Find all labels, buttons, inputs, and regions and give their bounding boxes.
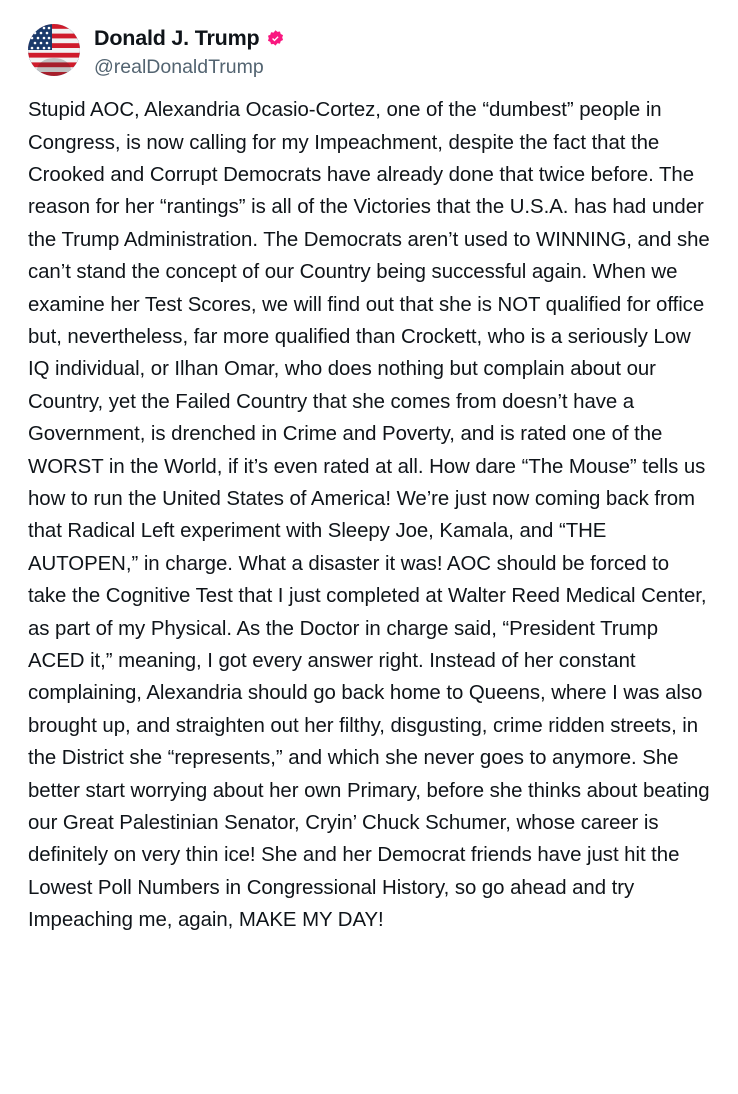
author-handle[interactable]: @realDonaldTrump <box>94 55 264 78</box>
author-names <box>94 24 285 80</box>
display-name-row <box>94 26 285 52</box>
post-text: Stupid AOC, Alexandria Ocasio-Cortez, one of the “dumbest” people in Congress, is now calling for my Impeachment, despite the fact that the Crooked and Corrupt Democrats have already done that twice before. The reason for her “rantings” is all of the Victories that the U.S.A. has had under the Trump Administration. The Democrats aren’t used to WINNING, and she can’t stand the concept of our Country being successful again. When we examine her Test Scores, we will find out that she is NOT qualified for office but, nevertheless, far more qualified than Crockett, who is a seriously Low IQ individual, or Ilhan Omar, who does nothing but complain about our Country, yet the Failed Country that she comes from doesn’t have a Government, is drenched in Crime and Poverty, and is rated one of the WORST in the World, if it’s even rated at all. How dare “The Mouse” tells us how to run the United States of America! We’re just now coming back from that Radical Left experiment with Sleepy Joe, Kamala, and “THE AUTOPEN,” in charge. What a disaster it was! AOC should be forced to take the Cognitive Test that I just completed at Walter Reed Medical Center, as part of my Physical. As the Doctor in charge said, “President Trump ACED it,” meaning, I got every answer right. Instead of her constant complaining, Alexandria should go back home to Queens, where I was also brought up, and straighten out her filthy, disgusting, crime ridden streets, in the District she “represents,” and which she never goes to anymore. She better start worrying about her own Primary, before she thinks about beating our Great Palestinian Senator, Cryin’ Chuck Schumer, whose career is definitely on very thin ice! She and her Democrat friends have just hit the Lowest Poll Numbers in Congressional History, so go ahead and try Impeaching me, again, MAKE MY DAY! <box>28 99 716 932</box>
avatar[interactable] <box>28 24 80 76</box>
verified-badge-icon <box>266 29 285 48</box>
display-name: Donald J. Trump <box>94 26 260 50</box>
post-header <box>28 24 710 80</box>
